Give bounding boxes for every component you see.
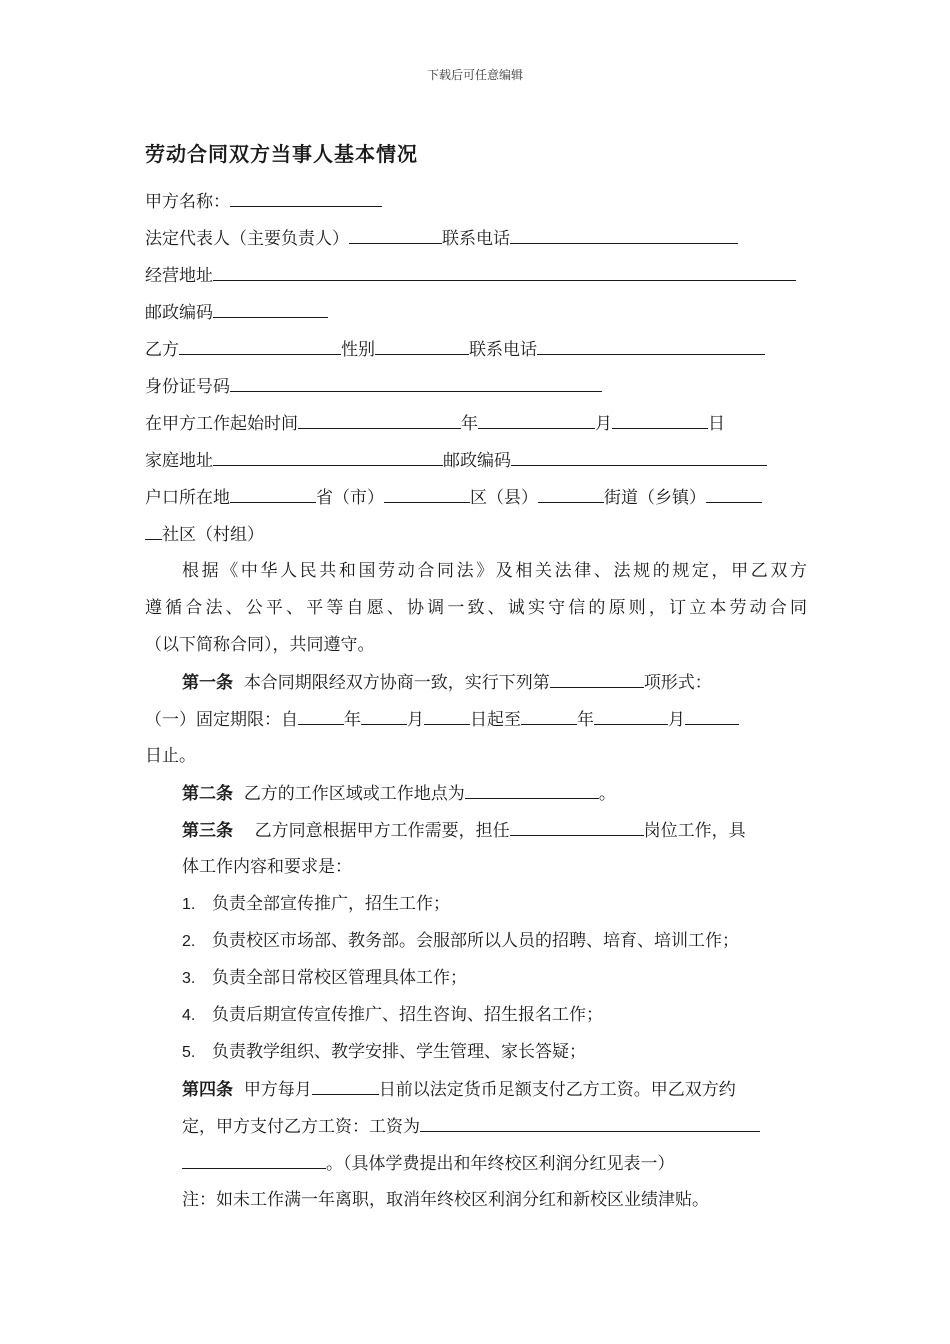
from-month-label: 月	[407, 710, 424, 730]
to-month-blank[interactable]	[594, 706, 668, 725]
page-title: 劳动合同双方当事人基本情况	[145, 142, 418, 166]
party-b-name-blank[interactable]	[179, 336, 341, 355]
pay-day-blank[interactable]	[312, 1076, 379, 1095]
article-2-text: 乙方的工作区域或工作地点为	[243, 784, 465, 804]
article-1-text-b: 项形式：	[643, 673, 712, 693]
home-address-label: 家庭地址	[145, 451, 213, 471]
list-item-number: 3.	[182, 970, 196, 987]
article-4-text-d: 。（具体学费提出和年终校区利润分红见表一）	[326, 1154, 675, 1174]
salary-blank-b[interactable]	[182, 1150, 326, 1169]
list-item	[182, 1002, 807, 1029]
article-4-heading: 第四条	[182, 1080, 233, 1100]
article-3-text-c: 体工作内容和要求是：	[182, 857, 352, 877]
id-number-label: 身份证号码	[145, 377, 230, 397]
list-item	[182, 891, 807, 918]
home-address-blank[interactable]	[213, 447, 443, 466]
salary-line	[182, 1113, 807, 1140]
year-label: 年	[461, 414, 478, 434]
party-a-postcode-line	[145, 299, 807, 326]
fixed-term-line	[145, 706, 807, 733]
note-line: 注：如未工作满一年离职，取消年终校区利润分红和新校区业绩津贴。	[182, 1190, 709, 1210]
street-label: 街道（乡镇）	[604, 488, 706, 508]
gender-label: 性别	[341, 340, 375, 360]
to-year-blank[interactable]	[521, 706, 577, 725]
article-3-text-a: 乙方同意根据甲方工作需要，担任	[254, 821, 510, 841]
legal-rep-line	[145, 225, 807, 252]
day-label: 日	[708, 414, 725, 434]
from-month-blank[interactable]	[361, 706, 407, 725]
party-b-phone-label: 联系电话	[469, 340, 537, 360]
list-item-number: 4.	[182, 1007, 196, 1024]
salary-continued-line	[182, 1150, 807, 1177]
party-a-name-blank[interactable]	[230, 188, 382, 207]
community-label: 社区（村组）	[162, 525, 264, 545]
district-label: 区（县）	[470, 488, 538, 508]
article-4-text-b: 日前以法定货币足额支付乙方工资。甲乙双方约	[378, 1080, 736, 1100]
list-item	[182, 965, 807, 992]
start-year-blank[interactable]	[298, 410, 461, 429]
party-a-name-label: 甲方名称：	[145, 192, 230, 212]
article-3-text-b: 岗位工作，具	[643, 821, 746, 841]
id-number-line	[145, 373, 807, 400]
district-blank[interactable]	[384, 484, 470, 503]
list-item-number: 5.	[182, 1044, 196, 1061]
party-b-postcode-blank[interactable]	[511, 447, 767, 466]
header-note: 下载后可任意编辑	[426, 68, 523, 82]
work-location-blank[interactable]	[465, 780, 599, 799]
article-3-line	[182, 817, 807, 844]
party-a-name-line	[145, 188, 807, 215]
fixed-term-end-line: 日止。	[145, 746, 196, 766]
party-b-label: 乙方	[145, 340, 179, 360]
list-item-number: 1.	[182, 896, 196, 913]
article-3-heading: 第三条	[182, 821, 233, 841]
start-date-line	[145, 410, 807, 437]
article-1-heading: 第一条	[182, 673, 233, 693]
article-1-option-blank[interactable]	[550, 669, 644, 688]
article-4-text-a: 甲方每月	[243, 1080, 312, 1100]
to-day-blank[interactable]	[685, 706, 739, 725]
party-b-line	[145, 336, 807, 363]
to-month-label: 月	[668, 710, 685, 730]
home-address-line	[145, 447, 807, 474]
party-a-phone-blank[interactable]	[510, 225, 738, 244]
list-item-number: 2.	[182, 933, 196, 950]
list-item	[182, 1039, 807, 1066]
article-1-line	[182, 669, 807, 696]
business-address-line	[145, 262, 807, 289]
street-blank[interactable]	[538, 484, 604, 503]
salary-blank-a[interactable]	[420, 1113, 760, 1132]
id-number-blank[interactable]	[230, 373, 602, 392]
start-day-blank[interactable]	[612, 410, 708, 429]
preamble-line-2: 遵循合法、公平、平等自愿、协调一致、诚实守信的原则，订立本劳动合同	[145, 598, 807, 618]
list-item-text: 负责全部宣传推广，招生工作；	[212, 894, 450, 914]
article-2-line	[182, 780, 807, 807]
province-label: 省（市）	[316, 488, 384, 508]
legal-rep-label: 法定代表人（主要负责人）	[145, 229, 349, 249]
article-2-end: 。	[598, 784, 616, 804]
preamble-line-3: （以下简称合同），共同遵守。	[145, 635, 375, 655]
list-item-text: 负责校区市场部、教务部。会服部所以人员的招聘、培育、培训工作；	[212, 931, 739, 951]
province-blank[interactable]	[230, 484, 316, 503]
business-address-blank[interactable]	[213, 262, 796, 281]
fixed-term-label: （一）固定期限：自	[145, 710, 298, 730]
party-a-postcode-blank[interactable]	[213, 299, 328, 318]
start-date-label: 在甲方工作起始时间	[145, 414, 298, 434]
list-item-text: 负责全部日常校区管理具体工作；	[212, 968, 467, 988]
to-year-label: 年	[577, 710, 594, 730]
from-day-label: 日起至	[470, 710, 521, 730]
position-blank[interactable]	[510, 817, 644, 836]
from-year-label: 年	[344, 710, 361, 730]
party-b-phone-blank[interactable]	[537, 336, 765, 355]
from-day-blank[interactable]	[424, 706, 470, 725]
list-item-text: 负责教学组织、教学安排、学生管理、家长答疑；	[212, 1042, 586, 1062]
hukou-line	[145, 484, 807, 511]
preamble-line-1: 根据《中华人民共和国劳动合同法》及相关法律、法规的规定，甲乙双方	[182, 561, 807, 581]
article-2-heading: 第二条	[182, 784, 233, 804]
list-item-text: 负责后期宣传宣传推广、招生咨询、招生报名工作；	[212, 1005, 603, 1025]
gender-blank[interactable]	[375, 336, 469, 355]
article-4-text-c: 定，甲方支付乙方工资：工资为	[182, 1117, 420, 1137]
hukou-label: 户口所在地	[145, 488, 230, 508]
business-address-label: 经营地址	[145, 266, 213, 286]
month-label: 月	[595, 414, 612, 434]
party-a-postcode-label: 邮政编码	[145, 303, 213, 323]
community-blank-b[interactable]	[145, 521, 162, 540]
start-month-blank[interactable]	[478, 410, 595, 429]
party-a-phone-label: 联系电话	[442, 229, 510, 249]
legal-rep-blank[interactable]	[349, 225, 442, 244]
from-year-blank[interactable]	[298, 706, 344, 725]
community-line	[145, 521, 807, 548]
list-item	[182, 928, 807, 955]
article-1-text-a: 本合同期限经双方协商一致，实行下列第	[243, 673, 550, 693]
community-blank-a[interactable]	[706, 484, 762, 503]
party-b-postcode-label: 邮政编码	[443, 451, 511, 471]
article-4-line	[182, 1076, 807, 1103]
